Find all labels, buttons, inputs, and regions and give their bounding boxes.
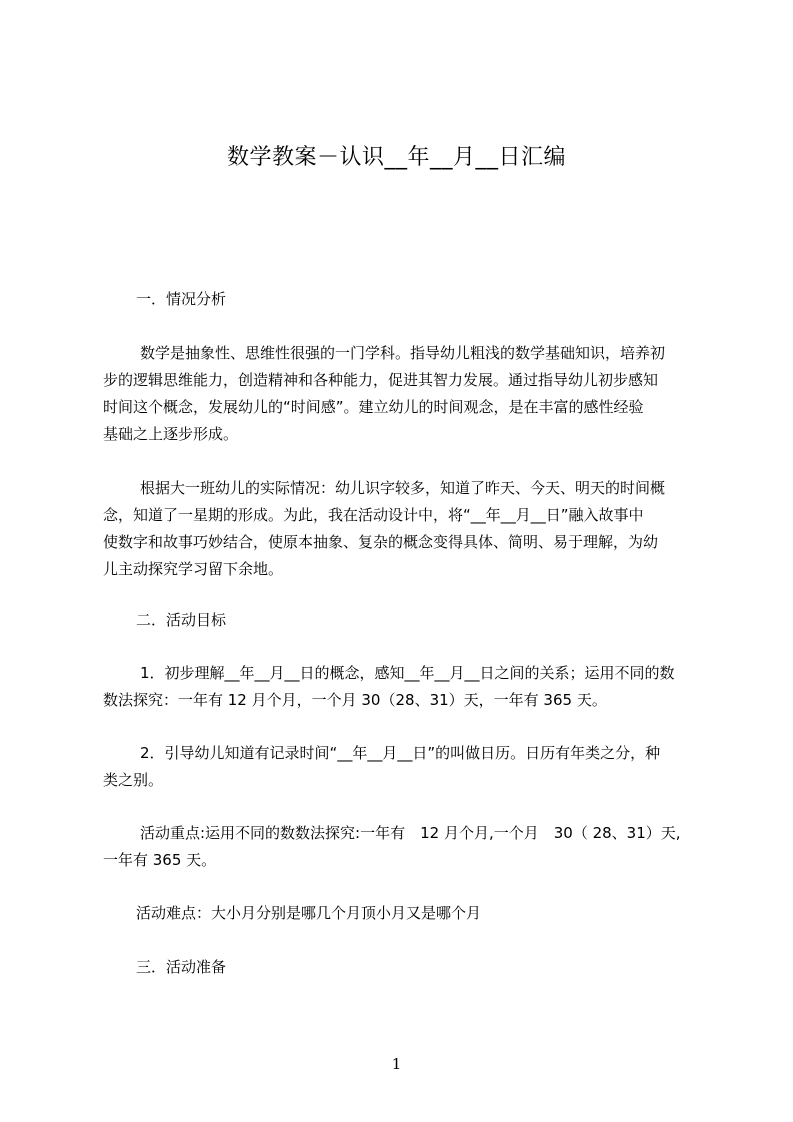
- paragraph-line: 基础之上逐步形成。: [103, 425, 239, 443]
- goal-item-2: [103, 740, 709, 794]
- paragraph-line: 2．引导幼儿知道有记录时间“__年__月__日”的叫做日历。日历有年类之分，种: [140, 744, 661, 762]
- document-title: 数学教案－认识__年__月__日汇编: [226, 145, 566, 170]
- activity-key-point: [103, 820, 709, 874]
- page-number: 1: [391, 1055, 402, 1073]
- paragraph-line: 类之别。: [103, 771, 164, 789]
- paragraph-line: 数学是抽象性、思维性很强的一门学科。指导幼儿粗浅的数学基础知识，培养初: [140, 344, 666, 362]
- section-heading-preparation: 三．活动准备: [136, 958, 227, 976]
- paragraph-line: 一年有 365 天。: [103, 851, 217, 869]
- paragraph-line: 根据大一班幼儿的实际情况：幼儿识字较多，知道了昨天、今天、明天的时间概: [140, 479, 666, 497]
- section-heading-goals: 二．活动目标: [136, 611, 227, 629]
- goal-item-1: [103, 660, 709, 714]
- paragraph-line: 时间这个概念，发展幼儿的“时间感”。建立幼儿的时间观念，是在丰富的感性经验: [103, 398, 644, 416]
- paragraph-line: 1．初步理解__年__月__日的概念，感知__年__月__日之间的关系；运用不同的数: [140, 664, 675, 682]
- paragraph-line: 使数字和故事巧妙结合，使原本抽象、复杂的概念变得具体、简明、易于理解，为幼: [103, 533, 659, 551]
- analysis-paragraph-2: [103, 475, 709, 583]
- paragraph-line: 数法探究：一年有 12 月个月，一个月 30（28、31）天，一年有 365 天。: [103, 691, 607, 709]
- paragraph-line: 儿主动探究学习留下余地。: [103, 560, 284, 578]
- section-heading-analysis: 一．情况分析: [136, 290, 227, 308]
- paragraph-line: 念，知道了一星期的形成。为此，我在活动设计中，将“__年__月__日”融入故事中: [103, 506, 644, 524]
- paragraph-line: 步的逻辑思维能力，创造精神和各种能力，促进其智力发展。通过指导幼儿初步感知: [103, 371, 659, 389]
- paragraph-line: 活动重点:运用不同的数数法探究:一年有 12 月个月,一个月 30（ 28、31）天,: [140, 824, 681, 842]
- activity-difficulty: 活动难点：大小月分别是哪几个月顶小月又是哪个月: [136, 904, 482, 922]
- analysis-paragraph-1: [103, 340, 709, 448]
